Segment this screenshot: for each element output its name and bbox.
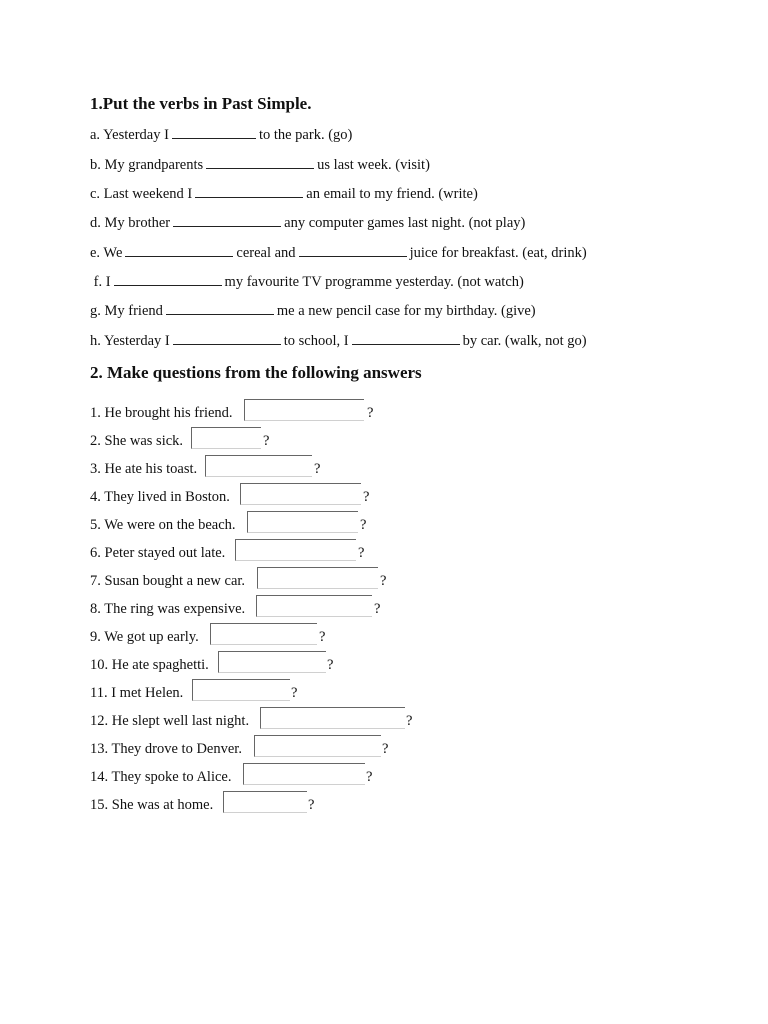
- question-input-box[interactable]: [243, 763, 365, 785]
- line-text-before: d. My brother: [90, 215, 171, 231]
- question-mark: ?: [263, 433, 270, 449]
- question-answer-text: 9. We got up early.: [90, 629, 199, 645]
- answer-blank[interactable]: [195, 185, 303, 198]
- question-mark: ?: [291, 685, 298, 701]
- question-mark: ?: [382, 741, 389, 757]
- question-mark: ?: [358, 545, 365, 561]
- line-text-middle: to school, I: [283, 333, 349, 349]
- line-text-after: an email to my friend. (write): [306, 186, 478, 202]
- question-answer-text: 11. I met Helen.: [90, 685, 184, 701]
- question-mark: ?: [380, 573, 387, 589]
- question-mark: ?: [308, 797, 315, 813]
- line-text-before: f. I: [90, 274, 111, 290]
- question-answer-text: 4. They lived in Boston.: [90, 489, 230, 505]
- question-mark: ?: [367, 405, 374, 421]
- question-answer-text: 3. He ate his toast.: [90, 461, 198, 477]
- question-answer-text: 2. She was sick.: [90, 433, 184, 449]
- question-input-box[interactable]: [254, 735, 381, 757]
- question-input-box[interactable]: [247, 511, 358, 533]
- question-input-box[interactable]: [192, 679, 290, 701]
- answer-blank[interactable]: [352, 332, 460, 345]
- question-mark: ?: [374, 601, 381, 617]
- question-answer-text: 12. He slept well last night.: [90, 713, 250, 729]
- exercise-line-a: [90, 126, 352, 144]
- exercise-line-f: [90, 273, 524, 291]
- question-input-box[interactable]: [210, 623, 317, 645]
- question-input-box[interactable]: [191, 427, 261, 449]
- section-1-title: 1.Put the verbs in Past Simple.: [90, 94, 312, 113]
- section-2-title: 2. Make questions from the following answers: [90, 363, 422, 382]
- answer-blank[interactable]: [299, 244, 407, 257]
- line-text-after: by car. (walk, not go): [462, 333, 587, 349]
- answer-blank[interactable]: [206, 156, 314, 169]
- exercise-line-g: [90, 302, 536, 320]
- question-mark: ?: [363, 489, 370, 505]
- question-input-box[interactable]: [240, 483, 361, 505]
- question-input-box[interactable]: [256, 595, 372, 617]
- question-mark: ?: [406, 713, 413, 729]
- exercise-line-h: [90, 332, 587, 350]
- answer-blank[interactable]: [172, 126, 256, 139]
- line-text-after: us last week. (visit): [317, 157, 430, 173]
- line-text-after: to the park. (go): [258, 127, 353, 143]
- answer-blank[interactable]: [125, 244, 233, 257]
- line-text-after: juice for breakfast. (eat, drink): [409, 245, 587, 261]
- exercise-line-b: [90, 156, 430, 174]
- line-text-after: any computer games last night. (not play): [284, 215, 526, 231]
- line-text-before: c. Last weekend I: [90, 186, 193, 202]
- question-input-box[interactable]: [257, 567, 378, 589]
- answer-blank[interactable]: [166, 302, 274, 315]
- line-text-middle: cereal and: [236, 245, 296, 261]
- question-answer-text: 5. We were on the beach.: [90, 517, 236, 533]
- answer-blank[interactable]: [114, 273, 222, 286]
- line-text-before: g. My friend: [90, 303, 163, 319]
- line-text-after: me a new pencil case for my birthday. (give): [276, 303, 536, 319]
- question-input-box[interactable]: [244, 399, 364, 421]
- exercise-line-d: [90, 214, 525, 232]
- question-mark: ?: [319, 629, 326, 645]
- line-text-before: a. Yesterday I: [90, 127, 169, 143]
- question-answer-text: 1. He brought his friend.: [90, 405, 233, 421]
- answer-blank[interactable]: [173, 332, 281, 345]
- line-text-before: e. We: [90, 245, 123, 261]
- question-input-box[interactable]: [205, 455, 312, 477]
- question-answer-text: 6. Peter stayed out late.: [90, 545, 226, 561]
- question-input-box[interactable]: [218, 651, 326, 673]
- question-answer-text: 15. She was at home.: [90, 797, 214, 813]
- question-answer-text: 10. He ate spaghetti.: [90, 657, 209, 673]
- question-mark: ?: [360, 517, 367, 533]
- question-input-box[interactable]: [235, 539, 356, 561]
- question-answer-text: 13. They drove to Denver.: [90, 741, 242, 757]
- answer-blank[interactable]: [173, 214, 281, 227]
- line-text-before: h. Yesterday I: [90, 333, 170, 349]
- question-mark: ?: [314, 461, 321, 477]
- question-mark: ?: [366, 769, 373, 785]
- line-text-after: my favourite TV programme yesterday. (not watch): [224, 274, 524, 290]
- question-input-box[interactable]: [223, 791, 307, 813]
- exercise-line-e: [90, 244, 587, 262]
- question-input-box[interactable]: [260, 707, 405, 729]
- question-answer-text: 7. Susan bought a new car.: [90, 573, 246, 589]
- question-answer-text: 8. The ring was expensive.: [90, 601, 246, 617]
- question-answer-text: 14. They spoke to Alice.: [90, 769, 232, 785]
- question-mark: ?: [327, 657, 334, 673]
- exercise-line-c: [90, 185, 478, 203]
- line-text-before: b. My grandparents: [90, 157, 204, 173]
